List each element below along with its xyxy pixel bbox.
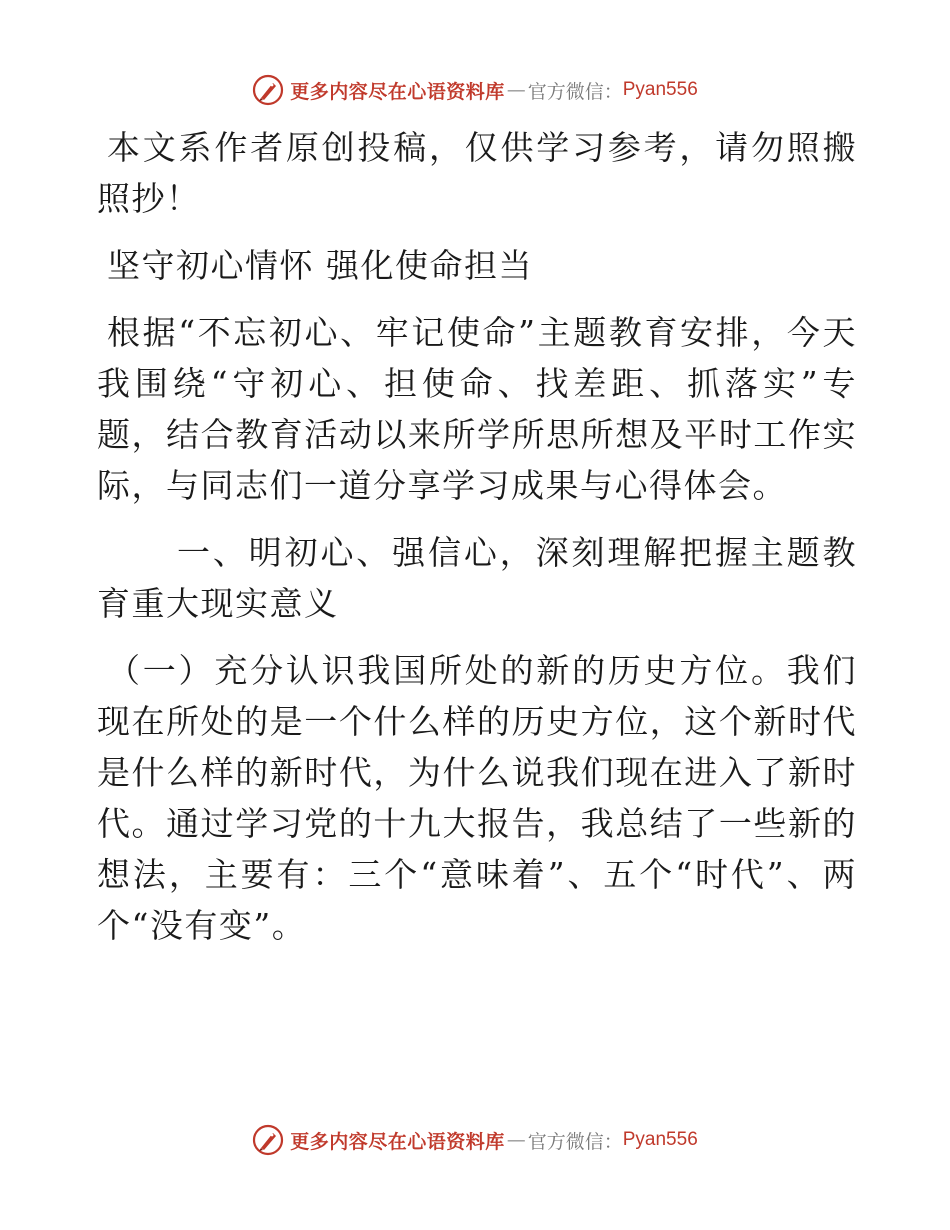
- watermark-site-text: 更多内容尽在心语资料库: [290, 1130, 505, 1153]
- author-note: 本文系作者原创投稿，仅供学习参考，请勿照搬照抄！: [97, 128, 857, 218]
- watermark-dash: —: [506, 79, 526, 101]
- watermark-contact-label: 官方微信：: [527, 80, 623, 103]
- watermark-site-text: 更多内容尽在心语资料库: [290, 80, 505, 103]
- document-title: 坚守初心情怀 强化使命担当: [107, 246, 533, 285]
- document-body: [97, 122, 857, 951]
- header-watermark: [0, 70, 950, 110]
- watermark-contact-id: Pyan556: [622, 79, 698, 100]
- pen-logo-icon: [252, 1124, 284, 1156]
- footer-watermark: [0, 1120, 950, 1160]
- pen-logo-icon: [252, 74, 284, 106]
- intro-paragraph: 根据“不忘初心、牢记使命”主题教育安排，今天我围绕“守初心、担使命、找差距、抓落实”专题，结合教育活动以来所学所思所想及平时工作实际，与同志们一道分享学习成果与心得体会。: [97, 313, 857, 505]
- watermark-contact-id: Pyan556: [622, 1129, 698, 1150]
- section-heading-1: 一、明初心、强信心，深刻理解把握主题教育重大现实意义: [97, 533, 857, 623]
- subsection-1-1: （一）充分认识我国所处的新的历史方位。我们现在所处的是一个什么样的历史方位，这个新时代是什么样的新时代，为什么说我们现在进入了新时代。通过学习党的十九大报告，我总结了一些新的想法，主要有：三个“意味着”、五个“时代”、两个“没有变”。: [97, 651, 857, 945]
- watermark-contact-label: 官方微信：: [527, 1130, 623, 1153]
- watermark-dash: —: [506, 1129, 526, 1151]
